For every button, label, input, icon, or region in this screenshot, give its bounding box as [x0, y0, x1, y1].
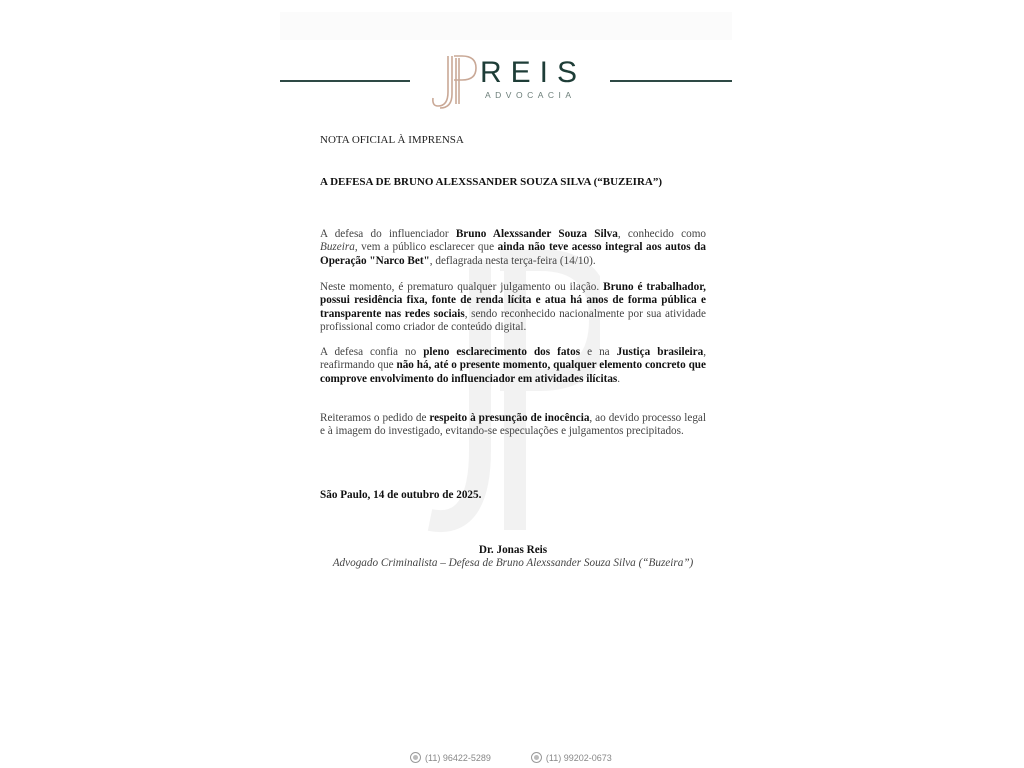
jp-monogram-icon	[430, 52, 480, 110]
whatsapp-icon	[410, 752, 421, 763]
signatory-role: Advogado Criminalista – Defesa de Bruno Alexssander Souza Silva (“Buzeira”)	[332, 557, 694, 569]
whatsapp-icon	[531, 752, 542, 763]
paragraph-3: A defesa confia no pleno esclarecimento dos fatos e na Justiça brasileira, reafirmando que não há, até o presente momento, qualquer elemento concreto que comprove envolvimento do influenciador em atividades ilícitas.	[320, 346, 707, 385]
phone-contact-1[interactable]	[410, 752, 491, 763]
firm-logo	[430, 52, 600, 110]
document-title: A DEFESA DE BRUNO ALEXSSANDER SOUZA SILVA (“BUZEIRA”)	[320, 176, 663, 188]
paragraph-4: Reiteramos o pedido de respeito à presunção de inocência, ao devido processo legal e à imagem do investigado, evitando-se especulações e julgamentos precipitados.	[320, 412, 706, 438]
signatory-name: Dr. Jonas Reis	[478, 544, 548, 556]
header-divider-right	[610, 80, 732, 82]
logo-subtitle: ADVOCACIA	[485, 90, 576, 100]
phone-contact-2[interactable]	[531, 752, 612, 763]
logo-wordmark: REIS	[480, 56, 587, 89]
document-date: São Paulo, 14 de outubro de 2025.	[320, 489, 482, 501]
phone-number: (11) 96422-5289	[425, 752, 491, 763]
header-divider-left	[280, 80, 410, 82]
document-label: NOTA OFICIAL À IMPRENSA	[320, 134, 464, 146]
contact-footer	[410, 752, 650, 763]
top-band	[280, 12, 732, 40]
paragraph-1: A defesa do influenciador Bruno Alexssander Souza Silva, conhecido como Buzeira, vem a público esclarecer que ainda não teve acesso integral aos autos da Operação "Narco Bet", deflagrada nesta terça-feira (14/10).	[320, 228, 706, 267]
phone-number: (11) 99202-0673	[545, 752, 612, 763]
paragraph-2: Neste momento, é prematuro qualquer julgamento ou ilação. Bruno é trabalhador, possui residência fixa, fonte de renda lícita e atua há anos de forma pública e transparente nas redes sociais, sendo reconhecido nacionalmente por sua atividade profissional como criador de conteúdo digital.	[320, 281, 706, 334]
